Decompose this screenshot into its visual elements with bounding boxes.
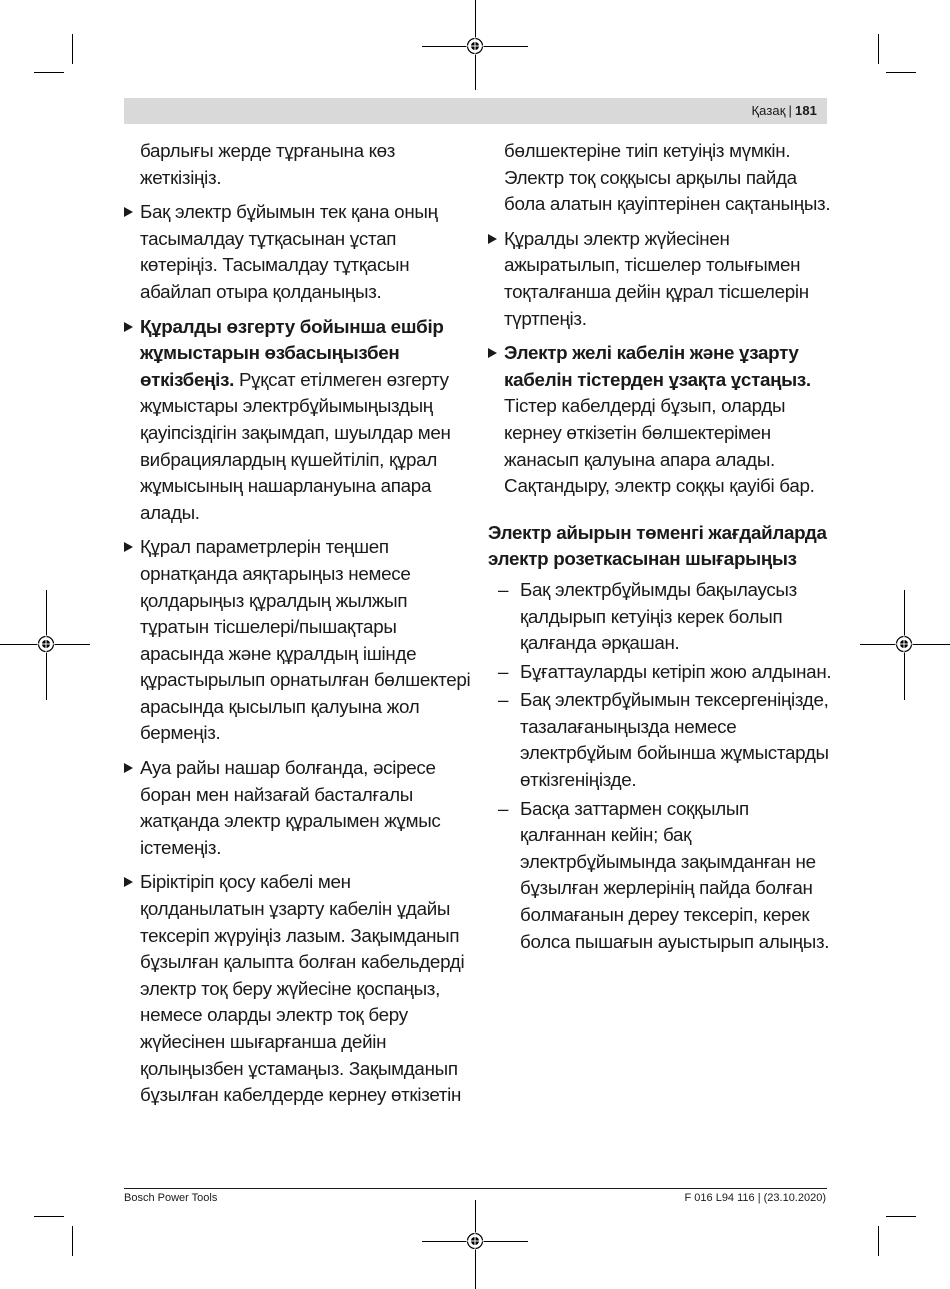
dash-marker: – bbox=[498, 797, 509, 819]
dash-item-text: Бақ электрбұйымын тексергеніңізде, тазалағаныңызда немесе электрбұйым бойынша жұмыстарды өткізгеніңізде. bbox=[520, 689, 829, 791]
registration-target-icon bbox=[895, 635, 913, 653]
dash-list-item bbox=[488, 659, 833, 686]
registration-target-icon bbox=[466, 37, 484, 55]
bullet-triangle-icon bbox=[488, 348, 497, 358]
dash-item-text: Бақ электрбұйымды бақылаусыз қалдырып кетуіңіз керек болып қалғанда әрқашан. bbox=[520, 578, 797, 654]
dash-list-item bbox=[488, 796, 833, 956]
header-separator: | bbox=[788, 103, 792, 118]
continuation-paragraph: барлығы жерде тұрғанына көз жеткізіңіз. bbox=[140, 140, 396, 188]
bullet-item bbox=[124, 869, 476, 1108]
crop-mark bbox=[878, 1226, 879, 1256]
bullet-text: Құрал параметрлерін теңшеп орнатқанда аяқтарыңыз немесе қолдарыңыз құралдың жылжып тұратын тісшелері/пышақтары арасында және құралдың ішінде құрастырылып орнатылған бөлшектері арасында қысылып қалуына жол бермеңіз. bbox=[140, 536, 471, 744]
bullet-item bbox=[124, 534, 476, 747]
bullet-triangle-icon bbox=[124, 322, 133, 332]
bullet-bold-text: Электр желі кабелін және ұзарту кабелін тістерден ұзақта ұстаңыз. bbox=[504, 342, 811, 390]
bullet-triangle-icon bbox=[124, 542, 133, 552]
bullet-bold-text: Құралды өзгерту бойынша ешбір жұмыстарын өзбасыңызбен өткізбеңіз. bbox=[140, 315, 444, 390]
bullet-triangle-icon bbox=[124, 877, 133, 887]
bullet-text: Бақ электр бұйымын тек қана оның тасымалдау тұтқасынан ұстап көтеріңіз. Тасымалдау тұтқасын абайлап отыра қолданыңыз. bbox=[140, 201, 438, 302]
header-text bbox=[751, 103, 817, 118]
bullet-item bbox=[488, 226, 833, 332]
dash-item-text: Бұғаттауларды кетіріп жою алдынан. bbox=[520, 660, 832, 682]
page-number: 181 bbox=[795, 103, 817, 118]
dash-list-item bbox=[488, 687, 833, 793]
right-column bbox=[488, 138, 833, 957]
crop-mark bbox=[34, 1216, 64, 1217]
section-heading: Электр айырын төменгі жағдайларда электр розеткасынан шығарыңыз bbox=[488, 521, 827, 570]
left-column bbox=[124, 138, 476, 1117]
footer-rule bbox=[124, 1188, 827, 1189]
bullet-text: Құралды электр жүйесінен ажыратылып, тісшелер толығымен тоқталғанша дейін құрал тісшелерін түртпеңіз. bbox=[504, 227, 809, 329]
bullet-item bbox=[124, 199, 476, 305]
bullet-text: Тістер кабелдерді бұзып, оларды кернеу өткізетін бөлшектерімен жанасып қалуына апара алады. Сақтандыру, электр соққы қауібі бар. bbox=[504, 395, 815, 497]
crop-mark bbox=[72, 1226, 73, 1256]
bullet-item bbox=[488, 340, 833, 500]
crop-mark bbox=[34, 72, 64, 73]
bullet-text: Рұқсат етілмеген өзгерту жұмыстары электрбұйымыңыздың қауіпсіздігін зақымдап, шуылдар мен вибрациялардың күшейтіліп, құрал жұмысының нашарлануына апара алады. bbox=[140, 368, 451, 523]
bullet-triangle-icon bbox=[124, 763, 133, 773]
footer-brand: Bosch Power Tools bbox=[124, 1192, 218, 1204]
registration-target-icon bbox=[466, 1232, 484, 1250]
bullet-triangle-icon bbox=[124, 207, 133, 217]
registration-target-icon bbox=[37, 635, 55, 653]
bullet-text: Біріктіріп қосу кабелі мен қолданылатын ұзарту кабелін ұдайы тексеріп жүруіңіз лазым. Зақымданып бұзылған қалыпта болған кабельдерді электр тоқ беру жүйесіне қоспаңыз, немесе оларды электр тоқ беру жүйесінен шығарғанша дейін қолыңызбен ұстамаңыз. Зақымданып бұзылған кабелдерде кернеу өткізетін bbox=[140, 871, 465, 1106]
header-section: Қазақ bbox=[751, 103, 786, 118]
page-header bbox=[124, 98, 827, 124]
dash-marker: – bbox=[498, 578, 509, 600]
bullet-triangle-icon bbox=[488, 234, 497, 244]
bullet-text: Ауа райы нашар болғанда, әсіресе боран мен найзағай басталғалы жатқанда электр құралымен жұмыс істемеңіз. bbox=[140, 757, 441, 858]
footer-document-id: F 016 L94 116 | (23.10.2020) bbox=[684, 1192, 826, 1204]
crop-mark bbox=[878, 34, 879, 64]
continuation-paragraph: бөлшектеріне тиіп кетуіңіз мүмкін. Электр тоқ соққысы арқылы пайда бола алатын қауіптерінен сақтаныңыз. bbox=[504, 140, 831, 215]
crop-mark bbox=[72, 34, 73, 64]
crop-mark bbox=[886, 1216, 916, 1217]
dash-item-text: Басқа заттармен соққылып қалғаннан кейін; бақ электрбұйымында зақымданған не бұзылған жерлерінің пайда болған болмағанын дереу тексеріп, керек болса пышағын ауыстырып алыңыз. bbox=[520, 797, 830, 952]
bullet-item bbox=[124, 755, 476, 861]
dash-marker: – bbox=[498, 660, 509, 682]
crop-mark bbox=[886, 72, 916, 73]
dash-list-item bbox=[488, 577, 833, 657]
bullet-item bbox=[124, 314, 476, 527]
dash-marker: – bbox=[498, 689, 509, 711]
